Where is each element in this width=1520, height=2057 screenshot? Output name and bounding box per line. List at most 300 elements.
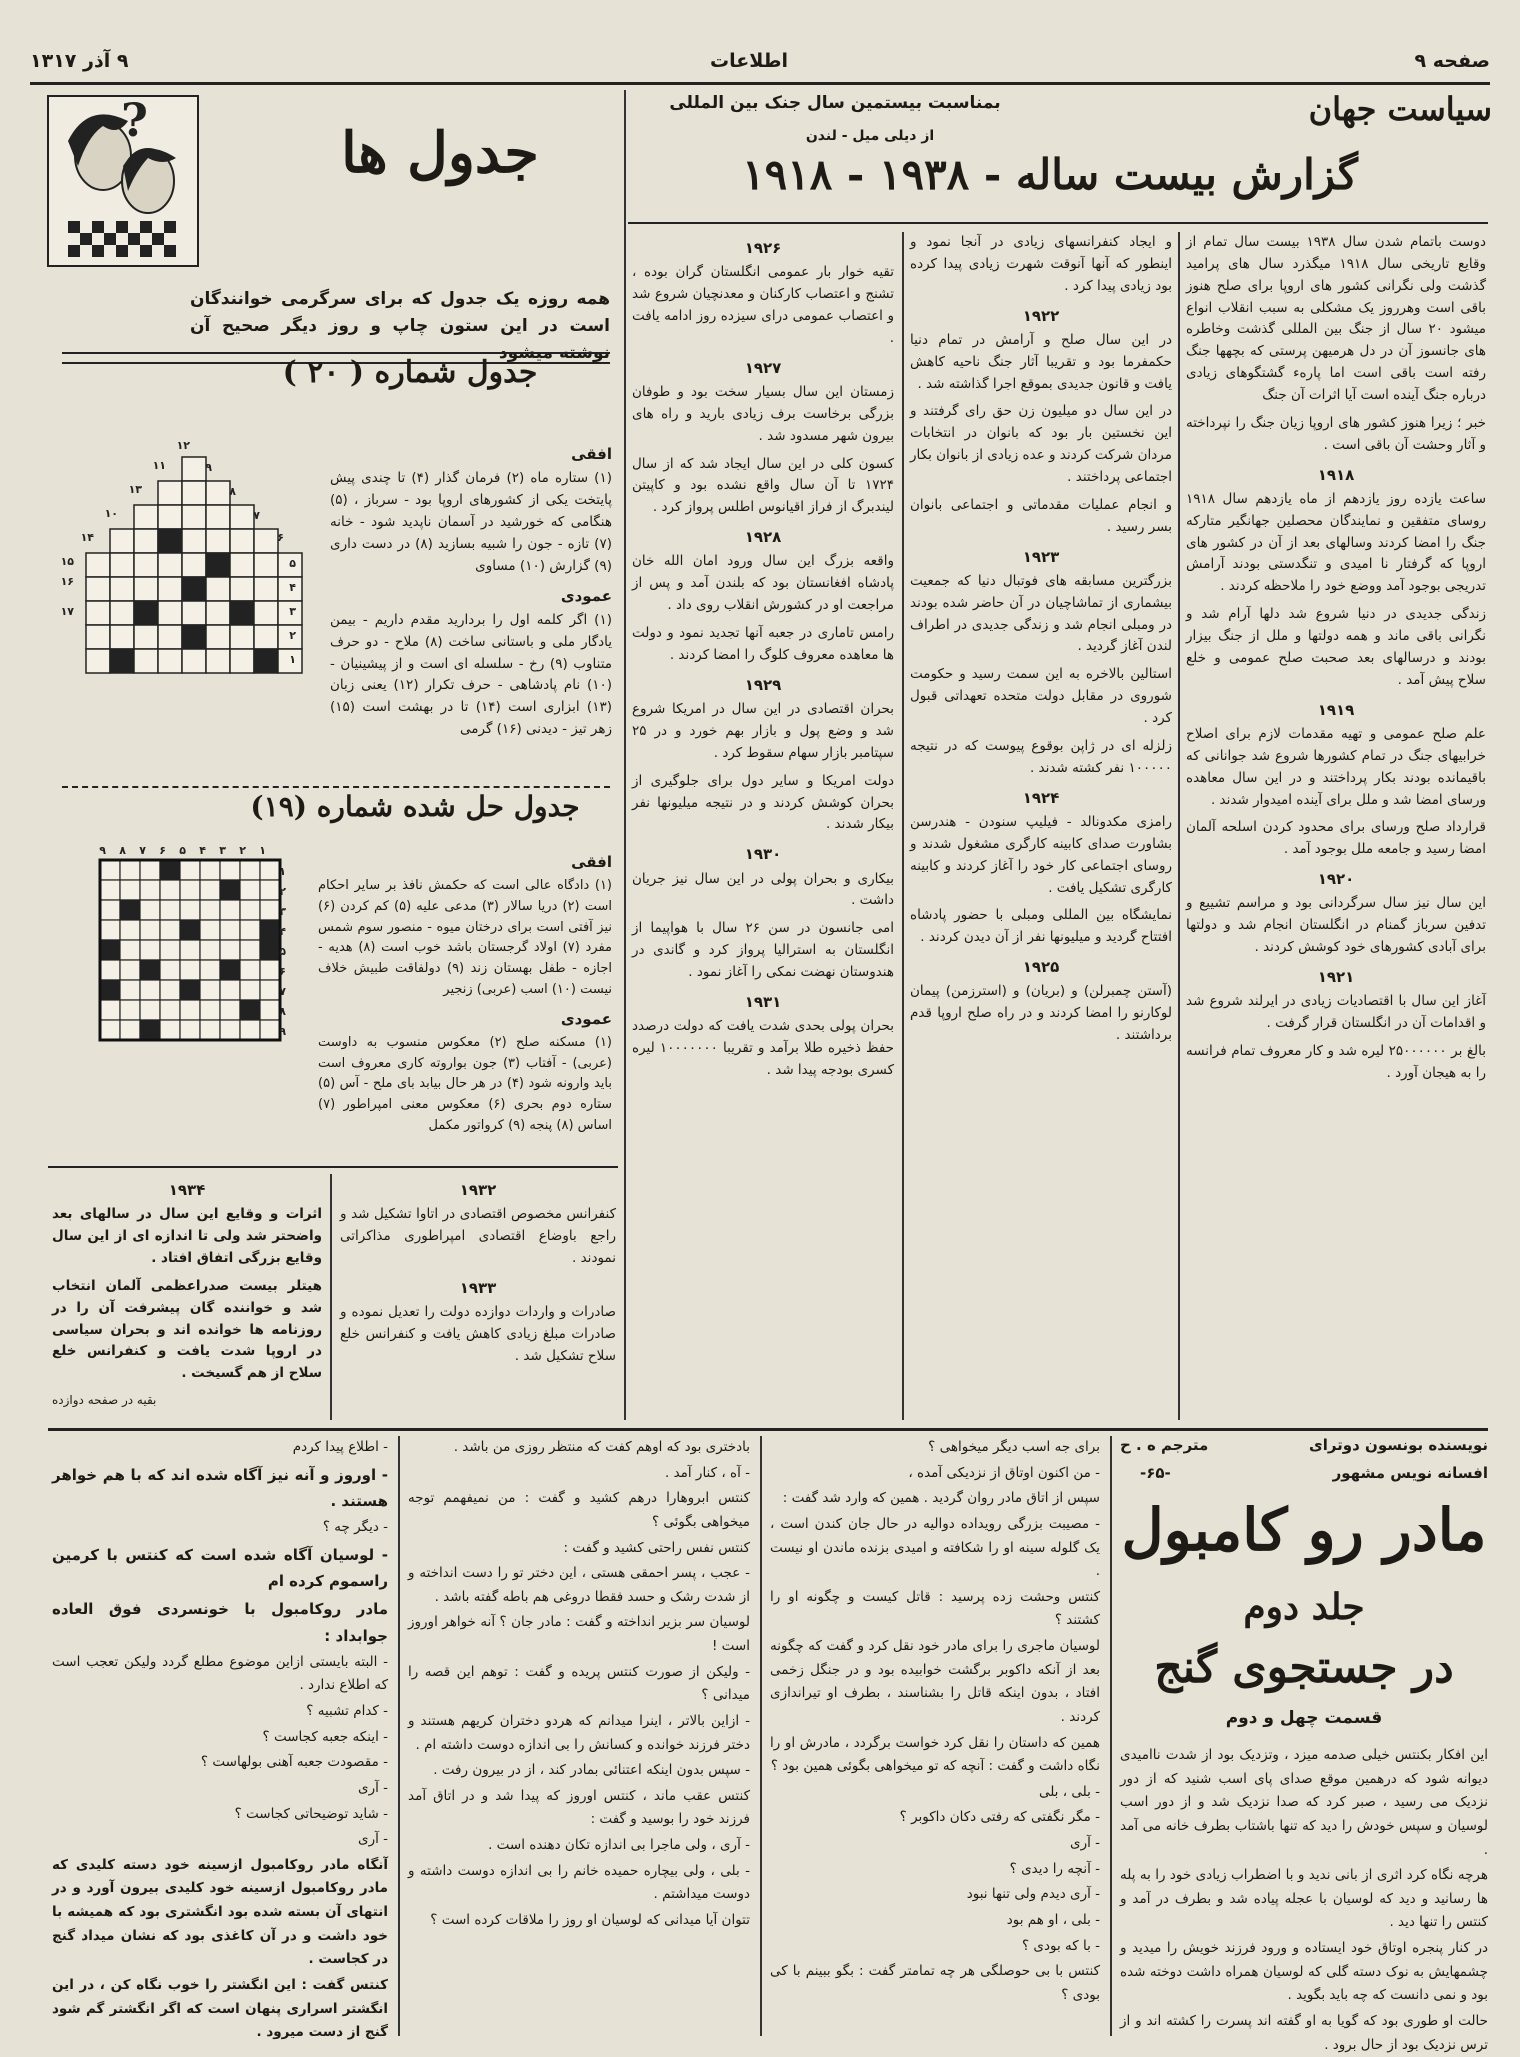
grid-cell [230, 505, 254, 529]
paragraph: هیتلر بیست صدراعظمی آلمان انتخاب شد و خواننده گان پیشرفت آن را در روزنامه ها خوانده اند و بحران سیاسی در اروپا شدت یافت و کنفرانس خلع سلاح از هم گسیخت . [52, 1277, 322, 1382]
svg-text:?: ? [121, 93, 148, 147]
story-chapter: قسمت چهل و دوم [1225, 1708, 1383, 1728]
year-heading: ۱۹۲۰ [1317, 870, 1355, 889]
grid-cell [140, 880, 160, 900]
grid-cell [260, 980, 280, 1000]
grid-cell [158, 649, 182, 673]
year-heading: ۱۹۱۹ [1317, 700, 1355, 719]
paragraph: همین که داستان را نقل کرد خواست برگردد ، مادرش او را نگاه داشت و گفت : آنچه که تو میخواهی بگوئی همین بود ؟ [770, 1734, 1100, 1775]
paragraph: ساعت یازده روز یازدهم از ماه یازدهم سال ۱۹۱۸ روسای متفقین و نمایندگان محصلین جهانگیر متارکه جنگ را امضا کردند وسالهای بعد از آن در کشور های اروپا که گرفتار نا امیدی و تنگدستی بودند آرامش تدریجی بوجود آمد ووضع خود را ملاحظه کردند . [1186, 490, 1486, 595]
grid-cell [86, 649, 110, 673]
grid-cell [120, 940, 140, 960]
row-number: ۱ [279, 865, 286, 878]
grid-cell [260, 1020, 280, 1040]
article-source: از دیلی میل - لندن [805, 128, 935, 144]
grid-cell [158, 505, 182, 529]
paragraph: در این سال صلح و آرامش در تمام دنیا حکمفرما بود و تقریبا آثار جنگ ناحیه کاهش یافت و قانون جدیدی بموقع اجرا گذاشته شد . [910, 331, 1172, 392]
grid-cell [100, 900, 120, 920]
paragraph: امی جانسون در سن ۲۶ سال با هواپیما از انگلستان به استرالیا پرواز کرد و گاندی در هندوستان نهضت نمکی را آغاز نمود . [632, 920, 894, 980]
black-cell [182, 577, 206, 601]
column-number: ۹ [99, 844, 106, 857]
black-cell [220, 880, 240, 900]
column-rule [1178, 232, 1180, 1420]
grid-cell [158, 577, 182, 601]
grid-number: ۱۲ [176, 439, 190, 452]
grid-cell [200, 1020, 220, 1040]
solved-down-label: عمودی [560, 1009, 612, 1028]
politics-column-5 [52, 1174, 322, 1420]
paragraph: - سپس بدون اینکه اعتنائی بمادر کند ، از در بیرون رفت . [433, 1762, 750, 1779]
grid-cell [158, 625, 182, 649]
down-label: عمودی [560, 586, 612, 605]
column-rule [624, 90, 626, 1420]
story-part-title: در جستجوی گنج [1154, 1642, 1454, 1693]
paragraph: بادختری بود که اوهم کفت که منتظر روزی من باشد . [453, 1439, 750, 1455]
grid-number: ۶ [277, 531, 284, 544]
puzzle-intro: همه روزه یک جدول که برای سرگرمی خوانندگان است در این ستون چاپ و روز دیگر صحیح آن نوشته میشود [190, 289, 610, 364]
paragraph: - ازاین بالاتر ، اینرا میدانم که هردو دختران کریهم هستند و دختر فرزند خوانده و کسانش را بی اندازه دوست داشته ام . [408, 1712, 750, 1753]
paragraph: کنتس ابروهارا درهم کشید و گفت : من نمیفهمم توجه میخواهی بگوئی ؟ [408, 1490, 750, 1530]
grid-cell [182, 553, 206, 577]
grid-cell [134, 553, 158, 577]
paragraph: هرچه نگاه کرد اثری از بانی ندید و با اضطراب زیادی خود را به پله ها رسانید و دید که لوسیان با عجله پیاده شد و بطرف در آمد و کنتس را تنها دید . [1120, 1867, 1488, 1931]
grid-cell [230, 553, 254, 577]
black-cell [260, 940, 280, 960]
grid-cell [120, 880, 140, 900]
grid-cell [206, 601, 230, 625]
grid-cell [140, 900, 160, 920]
down-clues: (۱) اگر کلمه اول را بردارید مقدم داریم - بیمن یادگار ملی و باستانی ساخت (۸) ملاح - دو حرف متناوب (۹) رخ - سلسله ای است و از پیشینیان - (۱۰) نام پادشاهی - حرف تکرار (۱۲) یعنی زبان (۱۳) ابزاری است (۱۴) تا در بهشت است (۱۵) زهر تیز - دیدنی (۱۶) گرمی [330, 611, 613, 738]
year-heading: ۱۹۲۸ [744, 528, 782, 547]
grid-cell [182, 505, 206, 529]
new-puzzle-title: جدول شماره ( ۲۰ ) [282, 355, 538, 390]
paragraph: برای جه اسب دیگر میخواهی ؟ [928, 1439, 1100, 1455]
grid-cell [180, 880, 200, 900]
paragraph: - مگر نگفتی که رفتی دکان داکوبر ؟ [899, 1809, 1100, 1826]
solved-crossword-grid [88, 838, 306, 1088]
solved-across-label: افقی [571, 853, 612, 871]
paragraph: - آه ، کنار آمد . [664, 1464, 750, 1481]
column-rule [398, 1436, 400, 2036]
row-number: ۳ [279, 905, 286, 918]
paragraph: این افکار بکنتس خیلی صدمه میزد ، وتزدیک بود از شدت ناامیدی دیوانه شود که درهمین موقع صدای پای اسب شنید که از دور نزدیک می رسید ، صبر کرد که صدا نزدیک شد و از دور اسب لوسیان و سپس خودش را دید که تنها باشتاب بطرف خانه می آمد . [1120, 1747, 1488, 1858]
paragraph: - آری دیدم ولی تنها نبود [966, 1886, 1100, 1903]
paragraph: آنگاه مادر روکامبول ازسینه خود دسته کلیدی که مادر روکامبول ازسینه خود کلیدی بیرون آورد و در انتهای آن بسته شده بود انگشتری بود که همیشه با خود داشت و در آن کاغذی بود که نشان میداد گنج در کجاست . [52, 1856, 388, 1968]
grid-cell [240, 1020, 260, 1040]
grid-cell [240, 880, 260, 900]
column-number: ۶ [159, 844, 166, 857]
grid-cell [260, 860, 280, 880]
paragraph: اثرات و وقایع این سال در سالهای بعد واضحتر شد ولی تا اندازه ای از این سال وقایع بزرگی اتفاق افتاد . [52, 1206, 322, 1267]
grid-cell [110, 577, 134, 601]
black-cell [140, 960, 160, 980]
grid-cell [160, 940, 180, 960]
grid-cell [200, 940, 220, 960]
paragraph: - آنچه را دیدی ؟ [1009, 1860, 1100, 1877]
puzzle-illustration [48, 93, 198, 266]
black-cell [260, 920, 280, 940]
grid-cell [180, 940, 200, 960]
headline-rule [628, 222, 1488, 224]
column-number: ۷ [139, 844, 146, 857]
black-cell [180, 920, 200, 940]
grid-cell [120, 980, 140, 1000]
grid-number: ۹ [205, 461, 212, 474]
grid-cell [110, 553, 134, 577]
paragraph: صادرات و واردات دوازده دولت را تعدیل نموده و صادرات مبلغ زیادی کاهش یافت و کنفرانس خلع سلاح تشکیل شد . [340, 1304, 616, 1364]
paragraph: و ایجاد کنفرانسهای زیادی در آنجا نمود و اینطور که آنها آنوقت شهرت زیادی پیدا کرده بود زیادی پیدا کرد . [910, 234, 1172, 294]
grid-cell [160, 900, 180, 920]
black-cell [140, 1020, 160, 1040]
grid-cell [182, 529, 206, 553]
solved-down-clues: (۱) مسکنه صلح (۲) معکوس منسوب به داوست (عربی) - آفتاب (۳) جون بواروته کاری معروف است باید وارونه شود (۴) در هر حال بیابد بای ملح - آس (۵) ستاره دوم بحری (۶) معکوس معنی امپراطور (۷) اساس (۸) پنجه (۹) کرواتور مکمل [318, 1034, 612, 1133]
grid-cell [240, 900, 260, 920]
grid-cell [230, 577, 254, 601]
column-rule [902, 232, 904, 1420]
year-heading: ۱۹۲۶ [744, 239, 782, 257]
paragraph: کنتس عقب ماند ، کنتس اوروز که پیدا شد و در اتاق آمد فرزند خود را بوسید و گفت : [408, 1787, 750, 1828]
black-cell [160, 860, 180, 880]
paragraph: - آری ، ولی ماجرا بی اندازه تکان دهنده است . [488, 1837, 750, 1853]
grid-cell [180, 1020, 200, 1040]
solved-puzzle-title: جدول حل شده شماره (۱۹) [250, 790, 580, 823]
year-heading: ۱۹۳۱ [744, 992, 782, 1011]
paragraph: بحران اقتصادی در این سال در امریکا شروع شد و وضع پول و بازار بهم خورد و در ۲۵ سپتامبر بازار سهام سقوط کرد . [632, 701, 894, 761]
grid-cell [140, 980, 160, 1000]
story-column-2 [770, 1436, 1100, 2036]
grid-cell [160, 980, 180, 1000]
column-number: ۲ [239, 844, 246, 857]
year-heading: ۱۹۳۳ [459, 1278, 497, 1297]
solved-across-clues: (۱) دادگاه عالی است که حکمش نافذ بر سایر احکام است (۲) دریا سالار (۳) مدعی علیه (۵) کم کردن (۶) نیز آفتی است برای درختان میوه - منصور سوم شمس مفرد (۷) اولاد گرجستان باشد خوب است (۸) هدیه - اجازه - طفل بهستان زند (۹) دولفاقت طبیش خلاف نیست (۱۰) اسب (عربی) زنجیر [318, 878, 612, 997]
grid-cell [110, 529, 134, 553]
paragraph: لوسیان ماجری را برای مادر خود نقل کرد و گفت که چگونه بعد از آنکه داکوبر برگشت خوابیده بود و در جنگل زخمی افتاد ، بدون اینکه قاتل را بشناسند ، بطرف او تیراندازی کردند . [770, 1638, 1100, 1725]
grid-number: ۱۵ [60, 555, 74, 568]
paragraph: رامس تاماری در جعبه آنها تجدید نمود و دولت ها معاهده معروف کلوگ را امضا کردند . [632, 625, 894, 663]
black-cell [240, 1000, 260, 1020]
paragraph: بالغ بر ۲۵۰۰۰۰۰۰ لیره شد و کار معروف تمام فرانسه را به هیجان آورد . [1186, 1042, 1486, 1081]
grid-cell [240, 980, 260, 1000]
grid-cell [160, 1000, 180, 1020]
paragraph: کسون کلی در این سال ایجاد شد که از سال ۱۷۲۴ تا آن سال واقع نشده بود و کاپیتن لیندبرگ از فراز اقیانوس اطلس پرواز کرد . [632, 455, 894, 516]
grid-cell [140, 1000, 160, 1020]
grid-cell [120, 1000, 140, 1020]
paragraph: (آستن چمبرلن) و (بریان) و (استرزمن) پیمان لوکارنو را امضا کردند و در راه صلح اروپا قدم برداشتند . [910, 983, 1172, 1044]
year-heading: ۱۹۳۴ [168, 1181, 206, 1199]
grid-cell [206, 505, 230, 529]
row-number: ۴ [279, 925, 286, 938]
grid-cell [134, 625, 158, 649]
grid-cell [100, 960, 120, 980]
paragraph: زلزله ای در ژاپن بوقوع پیوست که در نتیجه ۱۰۰۰۰۰ نفر کشته شدند . [910, 737, 1172, 776]
across-label: افقی [571, 445, 612, 463]
paragraph: - شاید توضیحاتی کجاست ؟ [234, 1805, 388, 1822]
grid-number: ۱۱ [152, 459, 166, 472]
story-column-3 [408, 1436, 750, 2036]
grid-cell [260, 960, 280, 980]
politics-column-1 [1186, 232, 1486, 1420]
continuation-note: بقیه در صفحه دوازده [52, 1393, 157, 1408]
grid-cell [206, 577, 230, 601]
paragraph: - اوروز و آنه نیز آگاه شده اند که با هم خواهر هستند . [52, 1465, 388, 1510]
grid-cell [200, 960, 220, 980]
paragraph: - لوسیان آگاه شده است که کنتس با کرمین راسموم کرده ام [52, 1545, 388, 1590]
row-number: ۹ [279, 1025, 286, 1038]
grid-cell [240, 940, 260, 960]
paragraph: - کدام تشبیه ؟ [306, 1703, 388, 1719]
across-clues: (۱) ستاره ماه (۲) فرمان گذار (۴) تا چندی پیش پایتخت یکی از کشورهای اروپا بود - سرباز ، (۵) هنگامی که خورشید در آسمان ناپدید شود - خانه (۷) تازه - جون را شبیه بسازید (۸) در دست داری (۹) گزارش (۱۰) مساوی [330, 470, 612, 574]
paragraph: - آری [358, 1779, 388, 1796]
paragraph: کنتس گفت : این انگشتر را خوب نگاه کن ، در این انگشتر اسراری پنهان است که اگر انگشتر گم شود گنج از دست میرود . [52, 1976, 388, 2041]
paragraph: - آری [1070, 1835, 1100, 1851]
solved-puzzle-clues [318, 848, 612, 1160]
grid-cell [200, 900, 220, 920]
grid-number: ۵ [289, 557, 296, 570]
new-puzzle-clues [330, 440, 612, 825]
paragraph: مادر روکامبول با خونسردی فوق العاده جوابداد : [52, 1600, 388, 1645]
black-cell [134, 601, 158, 625]
row-number: ۲ [279, 885, 286, 898]
grid-number: ۷ [253, 509, 260, 522]
grid-cell [182, 649, 206, 673]
grid-number: ۳ [289, 605, 296, 618]
paragraph: در کنار پنجره اوتاق خود ایستاده و ورود فرزند خویش را میدید و چشمهایش به نوک دسته گلی که لوسیان همراه داشت دوخته شده بود و نمی دانست که چه باید بگوید . [1120, 1940, 1488, 2004]
paragraph: - من اکنون اوتاق از نزدیکی آمده ، [908, 1464, 1100, 1481]
paragraph: حالت او طوری بود که گویا به او گفته اند پسرت را کشته اند و از ترس نزدیک بود از حال برود . [1120, 2012, 1488, 2053]
page-header [30, 50, 1490, 80]
black-cell [182, 625, 206, 649]
paragraph: - بلی ، ولی بیچاره حمیده خانم را بی اندازه دوست داشته و دوست میداشتم . [408, 1862, 750, 1903]
grid-number: ۱۳ [128, 483, 142, 496]
paragraph: در این سال دو میلیون زن حق رای گرفتند و این نخستین بار بود که بانوان در انتخابات مردان شرکت کردند و عده زیادی از بانوان بکار اجتماعی پرداختند . [910, 403, 1172, 486]
column-rule [1110, 1436, 1112, 2036]
year-heading: ۱۹۳۲ [459, 1181, 497, 1199]
grid-cell [160, 1020, 180, 1040]
paragraph: کنتس با بی حوصلگی هر چه تمامتر گفت : بگو ببینم با کی بودی ؟ [770, 1963, 1100, 2003]
row-number: ۸ [279, 1005, 286, 1018]
grid-cell [254, 577, 278, 601]
grid-cell [220, 900, 240, 920]
paragraph: کنتس وحشت زده پرسید : قاتل کیست و چگونه او را کشتند ؟ [770, 1588, 1100, 1629]
story-subtitle: افسانه نویس مشهور [1332, 1464, 1488, 1482]
grid-number: ۱۷ [60, 605, 74, 618]
grid-cell [240, 920, 260, 940]
grid-cell [260, 900, 280, 920]
grid-number: ۱۰ [104, 507, 118, 520]
politics-column-4 [340, 1174, 616, 1420]
row-number: ۵ [279, 945, 286, 958]
paragraph: - البته بایستی ازاین موضوع مطلع گردد ولیکن تعجب است که اطلاع ندارد . [52, 1653, 388, 1694]
grid-cell [140, 920, 160, 940]
grid-cell [100, 860, 120, 880]
row-number: ۶ [279, 965, 286, 978]
year-heading: ۱۹۲۷ [744, 358, 782, 377]
grid-cell [182, 601, 206, 625]
issue-date: ۹ آذر ۱۳۱۷ [30, 50, 129, 72]
year-heading: ۱۹۲۵ [1022, 958, 1060, 977]
paragraph: دوست باتمام شدن سال ۱۹۳۸ بیست سال تمام از وقایع تاریخی سال ۱۹۱۸ میگذرد سال های پرامید گذشت ولی نگرانی کشور های اروپا برای صلح هنوز باقی است وهرروز یک مشکلی به سبب انقلاب انواع میشود ۲۰ سال از جنگ بین المللی گذشت وخاطره های جانسوز آن در دل هرمیهن پرستی که بچهها جنگ رفته است باقی است اما پارهء گشتگوهای زیادی درباره جنگ آینده است آیا اثرات آن جنگ [1186, 234, 1486, 404]
grid-cell [200, 980, 220, 1000]
black-cell [206, 553, 230, 577]
grid-cell [120, 920, 140, 940]
grid-cell [86, 577, 110, 601]
grid-cell [206, 649, 230, 673]
faces-illustration [48, 93, 198, 266]
story-top-rule [48, 1428, 1488, 1431]
grid-cell [182, 481, 206, 505]
grid-cell [110, 625, 134, 649]
column-number: ۳ [219, 844, 226, 857]
new-grid-svg [60, 435, 318, 685]
story-episode-number: -۶۵- [1140, 1464, 1171, 1482]
politics-column-2 [910, 232, 1172, 1420]
paragraph: - بلی ، او هم بود [1006, 1911, 1100, 1928]
grid-cell [254, 601, 278, 625]
grid-cell [260, 1000, 280, 1020]
paragraph: تتوان آیا میدانی که لوسیان او روز را ملاقات کرده است ؟ [430, 1911, 750, 1928]
article-headline: گزارش بیست ساله - ۱۹۳۸ - ۱۹۱۸ [742, 150, 1358, 199]
story-column-1 [1120, 1744, 1488, 2053]
article-occasion: بمناسبت بیستمین سال جنک بین المللی [669, 93, 1001, 113]
section-title: سیاست جهان [1308, 90, 1492, 128]
grid-cell [206, 625, 230, 649]
grid-cell [180, 860, 200, 880]
paragraph: خبر ؛ زیرا هنوز کشور های اروپا زیان جنگ را نپرداخته و آثار وحشت آن باقی است . [1186, 414, 1486, 453]
grid-cell [254, 553, 278, 577]
puzzle-bottom-rule [48, 1166, 618, 1168]
new-crossword-grid [60, 435, 318, 685]
column-rule [760, 1436, 762, 2036]
grid-cell [100, 1020, 120, 1040]
row-number: ۷ [279, 985, 286, 998]
grid-cell [86, 625, 110, 649]
grid-number: ۲ [289, 629, 296, 642]
paragraph: کنتس نفس راحتی کشید و گفت : [563, 1539, 750, 1556]
paragraph: - مصیبت بزرگی رویداده دوالیه در حال جان کندن است ، یک گلوله سینه او را شکافته و امیدی بزنده ماندن او نیست . [770, 1515, 1100, 1580]
paragraph: - اطلاع پیدا کردم [292, 1439, 388, 1455]
grid-cell [220, 860, 240, 880]
grid-cell [200, 1000, 220, 1020]
grid-cell [180, 900, 200, 920]
grid-cell [100, 1000, 120, 1020]
paragraph: - با که بودی ؟ [1021, 1937, 1100, 1954]
grid-cell [134, 649, 158, 673]
grid-cell [134, 577, 158, 601]
grid-cell [206, 529, 230, 553]
paragraph: بیکاری و بحران پولی در این سال نیز جریان داشت . [632, 870, 894, 909]
grid-number: ۸ [229, 485, 236, 498]
paragraph: سپس از اتاق مادر روان گردید . همین که وارد شد گفت : [782, 1490, 1100, 1507]
paragraph: - دیگر چه ؟ [322, 1519, 388, 1536]
grid-cell [220, 940, 240, 960]
year-heading: ۱۹۳۰ [744, 845, 782, 864]
grid-cell [240, 860, 260, 880]
grid-number: ۱۴ [80, 531, 94, 544]
paragraph: تقیه خوار بار عمومی انگلستان گران بوده ، تشنج و اعتصاب کارکنان و معدنچیان شروع شد و اعتصاب عمومی درای سیزده روز ادامه یافت . [632, 264, 894, 346]
grid-cell [200, 920, 220, 940]
grid-cell [160, 920, 180, 940]
black-cell [220, 960, 240, 980]
grid-cell [206, 481, 230, 505]
year-heading: ۱۹۲۴ [1022, 788, 1060, 807]
grid-cell [220, 1020, 240, 1040]
paragraph: این سال نیز سال سرگردانی بود و مراسم تشییع و تدفین سرباز گمنام در انگلستان انجام شد و دولتها برای آبادی کشورهای خود کوشش کردند . [1186, 895, 1486, 956]
black-cell [158, 529, 182, 553]
grid-cell [200, 860, 220, 880]
paragraph: رامزی مکدونالد - فیلیپ سنودن - هندرسن بشاورت صدای کابینه کارگری مشغول شدند و روسای اجتماعی کار خود را آغاز کردند و کابینه کارگری تشکیل یافت . [910, 813, 1172, 896]
black-cell [120, 900, 140, 920]
grid-cell [180, 1000, 200, 1020]
paragraph: استالین بالاخره به این سمت رسید و حکومت شوروی در مقابل دولت متحده تعهداتی قبول کرد . [910, 666, 1172, 727]
grid-cell [158, 601, 182, 625]
grid-cell [120, 860, 140, 880]
paragraph: و انجام عملیات مقدماتی و اجتماعی بانوان بسر رسید . [910, 496, 1172, 535]
black-cell [100, 940, 120, 960]
black-cell [230, 601, 254, 625]
paragraph: نمایشگاه بین المللی ومبلی با حضور پادشاه افتتاح گردید و میلیونها نفر از آن دیدن کردند . [910, 907, 1172, 946]
paper-name: اطلاعات [710, 50, 789, 72]
paragraph: - عجب ، پسر احمقی هستی ، این دختر تو را دست انداخته و از شدت رشک و حسد فقطا دروغی هم باطه گفته باشد . [408, 1565, 750, 1605]
paragraph: لوسیان سر بزیر انداخته و گفت : مادر جان ؟ آنه خواهر اوروز است ! [408, 1614, 750, 1654]
grid-number: ۱ [289, 653, 296, 666]
story-header-box [1120, 1436, 1488, 2053]
year-heading: ۱۹۲۹ [744, 675, 782, 694]
grid-cell [180, 960, 200, 980]
grid-cell [230, 529, 254, 553]
grid-cell [230, 625, 254, 649]
year-heading: ۱۹۲۱ [1317, 967, 1355, 986]
grid-cell [220, 920, 240, 940]
grid-cell [158, 553, 182, 577]
grid-cell [182, 457, 206, 481]
black-cell [254, 649, 278, 673]
grid-number: ۱۶ [60, 575, 74, 588]
puzzle-title: جدول ها [341, 120, 539, 186]
grid-cell [86, 553, 110, 577]
grid-cell [134, 529, 158, 553]
paragraph: علم صلح عمومی و تهیه مقدمات لازم برای اصلاح خرابیهای جنگ در تمام کشورها شروع شد جوانانی که باقیمانده بودند بکار پرداختند و در این سال معاهده ورسای امضا شد و ملل برای آینده امیدوار شدند . [1186, 725, 1486, 808]
grid-cell [160, 960, 180, 980]
story-title: مادر رو کامبول [1121, 1496, 1487, 1564]
story-volume: جلد دوم [1243, 1586, 1365, 1628]
black-cell [110, 649, 134, 673]
grid-cell [254, 529, 278, 553]
grid-cell [254, 625, 278, 649]
paragraph: - آری [358, 1831, 388, 1848]
paragraph: زمستان این سال بسیار سخت بود و طوفان بزرگی برخاست برف زیادی بارید و راه های بیرون شهر مسدود شد . [632, 384, 894, 444]
grid-cell [230, 649, 254, 673]
grid-cell [240, 960, 260, 980]
grid-cell [160, 880, 180, 900]
grid-cell [100, 920, 120, 940]
paragraph: - اینکه جعبه کجاست ؟ [262, 1728, 388, 1745]
page-number: صفحه ۹ [1414, 50, 1490, 72]
black-cell [100, 980, 120, 1000]
politics-column-3 [632, 232, 894, 1420]
year-heading: ۱۹۲۲ [1022, 306, 1060, 325]
grid-number: ۴ [289, 581, 296, 594]
year-heading: ۱۹۲۳ [1022, 547, 1060, 566]
grid-cell [110, 601, 134, 625]
story-column-4 [52, 1436, 388, 2041]
paragraph: کنفرانس مخصوص اقتصادی در اتاوا تشکیل شد و راجع باوضاع اقتصادی امپراطوری مذاکراتی نمودند . [340, 1206, 616, 1267]
grid-cell [140, 860, 160, 880]
paragraph: دولت امریکا و سایر دول برای جلوگیری از بحران کوشش کردند و در نتیجه میلیونها نفر بیکار شدند . [632, 772, 894, 833]
column-number: ۵ [179, 844, 186, 857]
grid-cell [120, 1020, 140, 1040]
black-cell [180, 980, 200, 1000]
paragraph: واقعه بزرگ این سال ورود امان الله خان پادشاه افغانستان بود که بلندن آمد و پس از مراجعت او در کشورش انقلاب روی داد . [632, 553, 894, 614]
